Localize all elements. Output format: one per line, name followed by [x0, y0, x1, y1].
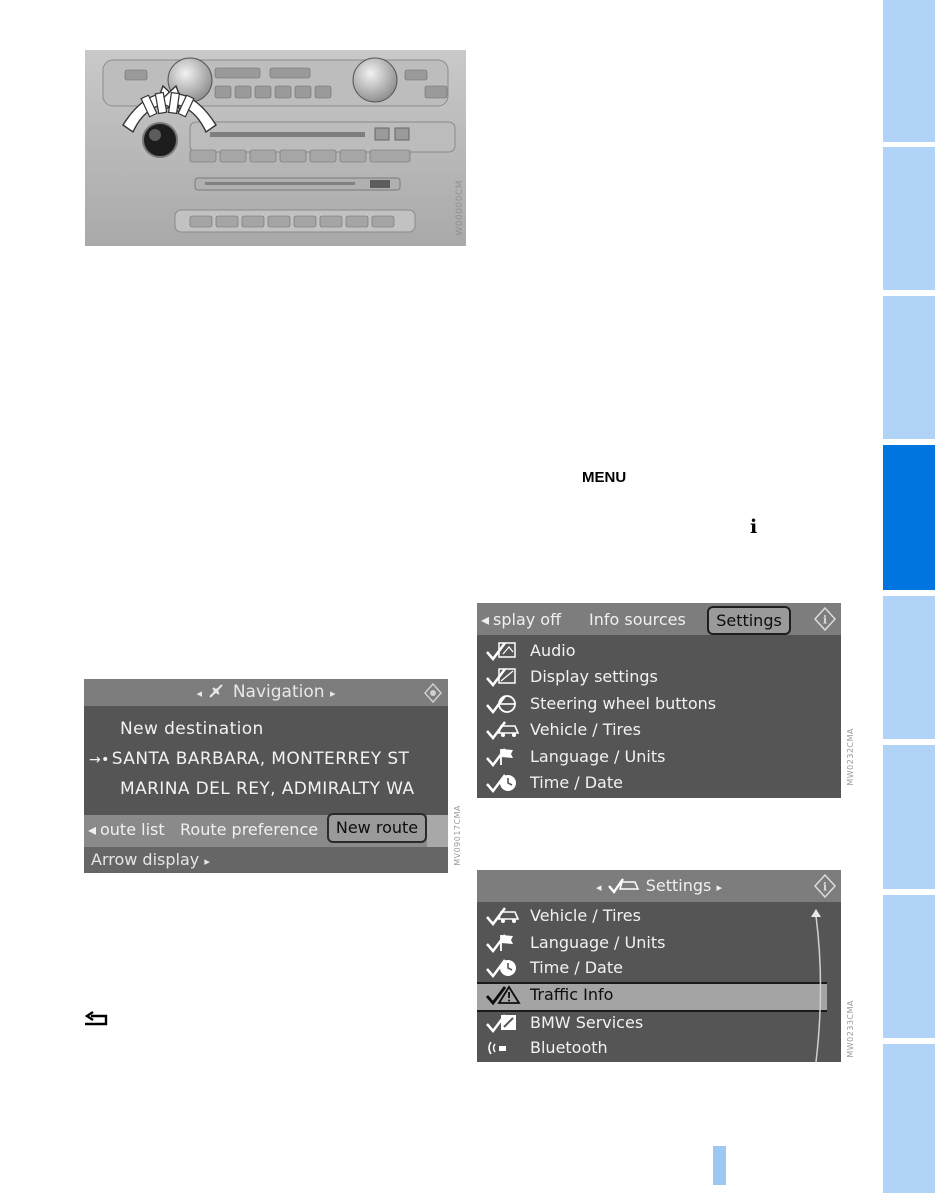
chapter-tab-8[interactable] [883, 1044, 935, 1193]
settings-image-code: MW0233CMA [846, 1000, 855, 1058]
chapter-tab-1[interactable] [883, 0, 935, 142]
list-item-language-units[interactable]: Language / Units [477, 930, 841, 956]
back-arrow-icon [84, 1011, 108, 1027]
right-arrow-icon[interactable]: ▸ [329, 687, 336, 700]
new-route-button[interactable]: New route [327, 813, 427, 843]
svg-text:i: i [822, 880, 828, 894]
route-marker-icon: →• [89, 752, 110, 768]
audio-settings-icon [485, 640, 527, 662]
list-item-display-settings[interactable]: Display settings [477, 664, 841, 690]
list-item-destination[interactable]: →• SANTA BARBARA, MONTERREY ST [89, 749, 410, 769]
navigation-image-code: MV09017CMA [453, 805, 462, 866]
tab-bar-end [427, 815, 448, 847]
language-flag-icon [485, 746, 527, 768]
list-item-bmw-services[interactable]: BMW Services [477, 1010, 841, 1036]
chapter-tab-7[interactable] [883, 895, 935, 1038]
settings-header [477, 870, 841, 902]
list-item-traffic-info[interactable]: Traffic Info [477, 982, 841, 1008]
vehicle-icon [485, 719, 527, 741]
controller-directions-icon [422, 682, 444, 704]
navigation-header [84, 679, 448, 706]
list-item-language-units[interactable]: Language / Units [477, 744, 841, 770]
chapter-tab-4-active[interactable] [883, 445, 935, 590]
list-item-steering-wheel-buttons[interactable]: Steering wheel buttons [477, 691, 841, 717]
tab-route-preference[interactable]: Route preference [180, 820, 319, 839]
page-number-marker [713, 1146, 726, 1185]
chapter-tab-2[interactable] [883, 147, 935, 290]
list-item-time-date[interactable]: Time / Date [477, 955, 841, 981]
tab-info-sources[interactable]: Info sources [589, 610, 686, 629]
tab-display-off[interactable]: splay off [493, 610, 562, 629]
clock-icon [485, 957, 527, 979]
list-item-vehicle-tires[interactable]: Vehicle / Tires [477, 903, 841, 929]
navigation-title: Navigation [232, 682, 325, 702]
menu-image-code: MW0232CMA [846, 728, 855, 786]
settings-list-screen [477, 870, 841, 1062]
chapter-tab-5[interactable] [883, 596, 935, 739]
vehicle-icon [485, 905, 527, 927]
list-item-audio[interactable]: Audio [477, 638, 841, 664]
dashboard-controller-photo [85, 50, 466, 246]
settings-check-icon [607, 873, 641, 891]
settings-title: Settings [645, 876, 712, 895]
left-arrow-icon[interactable]: ◂ [596, 881, 602, 894]
svg-text:i: i [822, 613, 828, 627]
menu-button-label: MENU [582, 469, 627, 486]
tab-route-list[interactable]: oute list [100, 820, 165, 839]
right-arrow-icon[interactable]: ▸ [716, 881, 722, 894]
list-item-new-destination[interactable]: New destination [120, 719, 264, 739]
left-scroll-icon[interactable]: ◂ [481, 610, 490, 629]
dashboard-image-code: W00000CM [455, 180, 465, 236]
list-item-vehicle-tires[interactable]: Vehicle / Tires [477, 717, 841, 743]
info-button-icon[interactable] [813, 607, 837, 631]
arrow-display-item[interactable]: Arrow display ▸ [84, 847, 448, 873]
info-symbol: i [750, 516, 758, 538]
settings-menu-screen [477, 603, 841, 798]
chapter-tab-3[interactable] [883, 296, 935, 439]
steering-wheel-icon [485, 693, 527, 715]
bmw-services-icon [485, 1012, 527, 1034]
language-flag-icon [485, 932, 527, 954]
bluetooth-icon [485, 1037, 527, 1059]
traffic-warning-icon [485, 984, 527, 1006]
clock-icon [485, 772, 527, 794]
chapter-tab-strip [883, 0, 935, 1193]
list-item-bluetooth[interactable]: Bluetooth [477, 1035, 841, 1061]
list-item-time-date[interactable]: Time / Date [477, 770, 841, 796]
info-button-icon[interactable] [813, 874, 837, 898]
list-item-destination[interactable]: MARINA DEL REY, ADMIRALTY WA [120, 779, 415, 799]
arrow-right-icon: ▸ [204, 855, 210, 868]
tab-settings[interactable]: Settings [707, 606, 791, 635]
display-settings-icon [485, 666, 527, 688]
navigation-satellite-icon [207, 681, 227, 697]
left-arrow-icon[interactable]: ◂ [196, 687, 203, 700]
chapter-tab-6[interactable] [883, 745, 935, 889]
left-scroll-icon[interactable]: ◂ [88, 820, 97, 839]
navigation-screen [84, 679, 448, 873]
